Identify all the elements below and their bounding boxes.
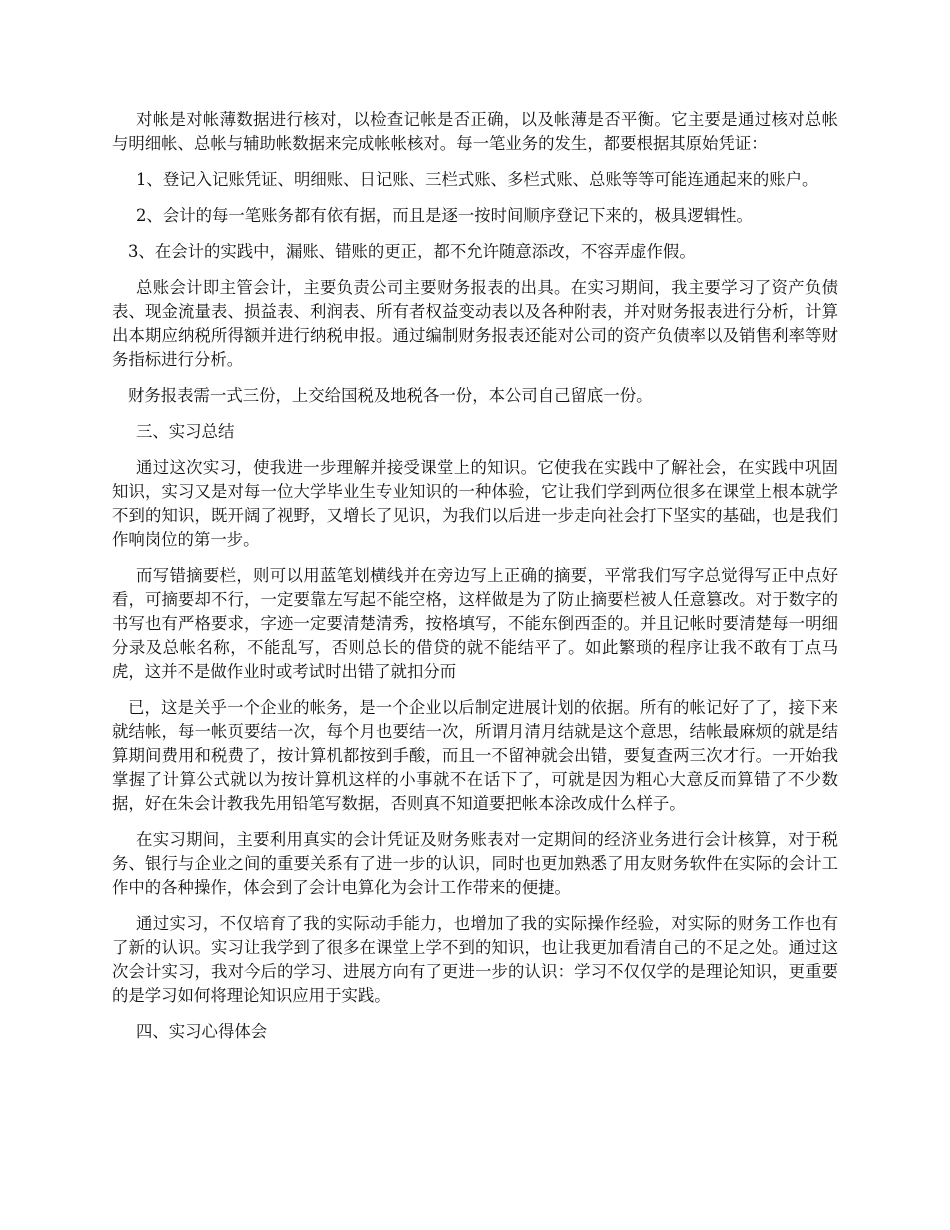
paragraph-summary-1: 通过这次实习，使我进一步理解并接受课堂上的知识。它使我在实践中了解社会，在实践中巩固知识，实习又是对每一位大学毕业生专业知识的一种体验，它让我们学到两位很多在课堂上根本就学不到的知识，既开阔了视野，又增长了见识，为我们以后进一步走向社会打下坚实的基础，也是我们作响岗位的第一步。	[112, 458, 838, 549]
paragraph-reconciliation: 对帐是对帐薄数据进行核对，以检查记帐是否正确，以及帐薄是否平衡。它主要是通过核对总帐与明细帐、总帐与辅助帐数据来完成帐帐核对。每一笔业务的发生，都要根据其原始凭证：	[112, 110, 838, 153]
section-heading-reflections: 四、实习心得体会	[136, 1022, 268, 1041]
paragraph-summary-5: 通过实习，不仅培育了我的实际动手能力，也增加了我的实际操作经验，对实际的财务工作也有了新的认识。实习让我学到了很多在课堂上学不到的知识，也让我更加看清自己的不足之处。通过这次会计实习，我对今后的学习、进展方向有了更进一步的认识：学习不仅仅学的是理论知识，更重要的是学习如何将理论知识应用于实践。	[112, 914, 838, 1005]
paragraph-financial-reports: 财务报表需一式三份，上交给国税及地税各一份，本公司自己留底一份。	[128, 386, 653, 405]
list-item-3: 3、在会计的实践中，漏账、错账的更正，都不允许随意添改，不容弄虚作假。	[128, 242, 696, 261]
list-item-1: 1、登记入记账凭证、明细账、日记账、三栏式账、多栏式账、总账等等可能连通起来的账户。	[136, 170, 819, 189]
paragraph-summary-4: 在实习期间，主要利用真实的会计凭证及财务账表对一定期间的经济业务进行会计核算，对于税务、银行与企业之间的重要关系有了进一步的认识，同时也更加熟悉了用友财务软件在实际的会计工作中的各种操作，体会到了会计电算化为会计工作带来的便捷。	[112, 830, 838, 897]
section-heading-summary: 三、实习总结	[136, 422, 235, 441]
document-page	[112, 108, 838, 1056]
paragraph-summary-2: 而写错摘要栏，则可以用蓝笔划横线并在旁边写上正确的摘要，平常我们写字总觉得写正中点好看，可摘要却不行，一定要靠左写起不能空格，这样做是为了防止摘要栏被人任意篡改。对于数字的书写也有严格要求，字迹一定要清楚清秀，按格填写，不能东倒西歪的。并且记帐时要清楚每一明细分录及总帐名称，不能乱写，否则总长的借贷的就不能结平了。如此繁琐的程序让我不敢有丁点马虎，这并不是做作业时或考试时出错了就扣分而	[112, 566, 838, 681]
paragraph-summary-3: 已，这是关乎一个企业的帐务，是一个企业以后制定进展计划的依据。所有的帐记好了了，接下来就结帐，每一帐页要结一次，每个月也要结一次，所谓月清月结就是这个意思，结帐最麻烦的就是结算期间费用和税费了，按计算机都按到手酸，而且一不留神就会出错，要复查两三次才行。一开始我掌握了计算公式就以为按计算机这样的小事就不在话下了，可就是因为粗心大意反而算错了不少数据，好在朱会计教我先用铅笔写数据，否则真不知道要把帐本涂改成什么样子。	[112, 698, 838, 813]
list-item-2: 2、会计的每一笔账务都有依有据，而且是逐一按时间顺序登记下来的，极具逻辑性。	[136, 206, 753, 225]
paragraph-general-ledger: 总账会计即主管会计，主要负责公司主要财务报表的出具。在实习期间，我主要学习了资产负债表、现金流量表、损益表、利润表、所有者权益变动表以及各种附表，并对财务报表进行分析，计算出本期应纳税所得额并进行纳税申报。通过编制财务报表还能对公司的资产负债率以及销售利率等财务指标进行分析。	[112, 278, 838, 369]
